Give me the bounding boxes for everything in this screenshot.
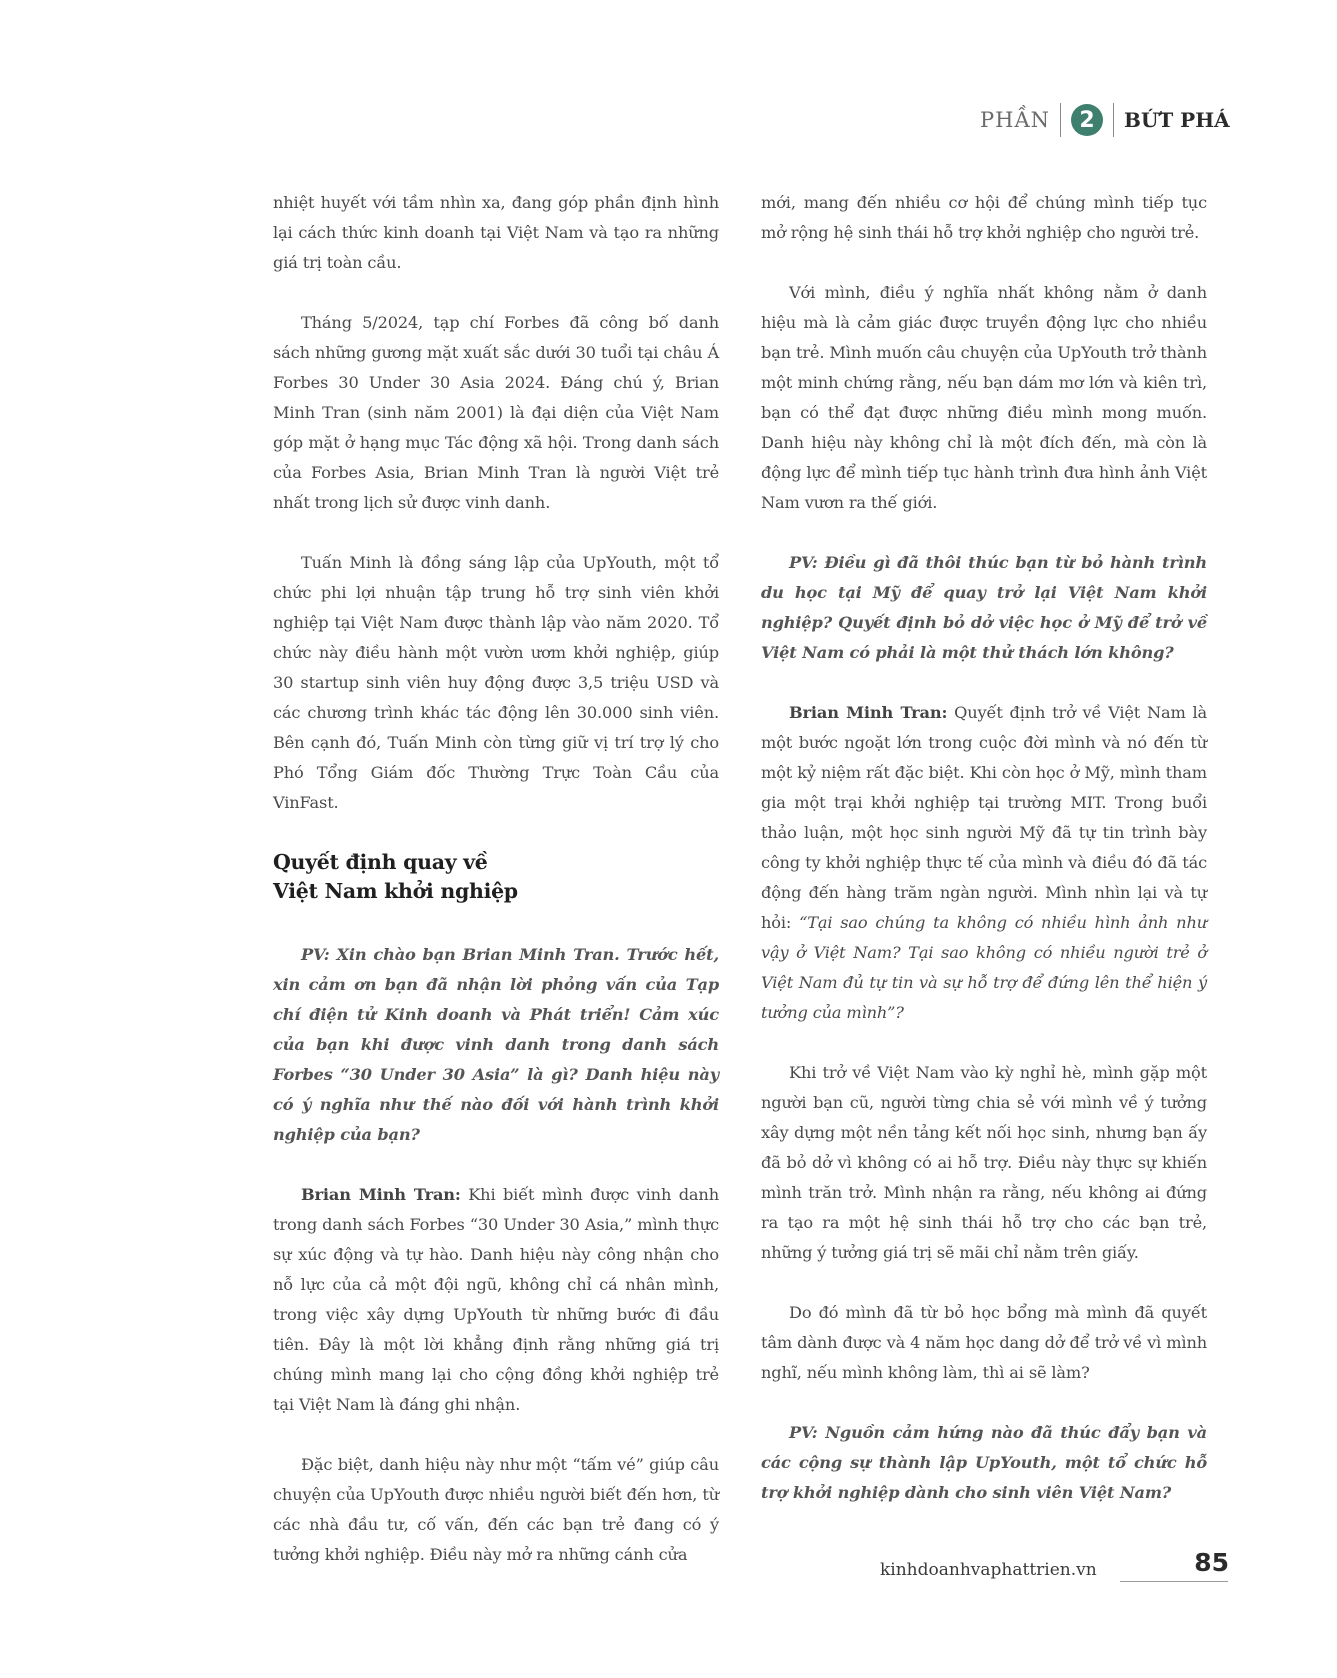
heading-line: Quyết định quay về	[273, 850, 488, 874]
heading-line: Việt Nam khởi nghiệp	[273, 879, 518, 903]
interviewer-question: PV: Nguồn cảm hứng nào đã thúc đẩy bạn và các cộng sự thành lập UpYouth, một tổ chức hỗ trợ khởi nghiệp dành cho sinh viên Việt Nam?	[761, 1423, 1207, 1502]
answer-text: Quyết định trở về Việt Nam là một bước ngoặt lớn trong cuộc đời mình và nó đến từ một kỷ niệm rất đặc biệt. Khi còn học ở Mỹ, mình tham gia một trại khởi nghiệp tại trường MIT. Trong buổi thảo luận, một học sinh người Mỹ đã tự tin trình bày công ty khởi nghiệp thực tế của mình và điều đó đã tác động đến hàng trăm ngàn người. Mình nhìn lại và tự hỏi:	[761, 703, 1208, 932]
paragraph: mới, mang đến nhiều cơ hội để chúng mình tiếp tục mở rộng hệ sinh thái hỗ trợ khởi nghiệp cho người trẻ.	[761, 193, 1207, 242]
paragraph: Tuấn Minh là đồng sáng lập của UpYouth, một tổ chức phi lợi nhuận tập trung hỗ trợ sinh viên khởi nghiệp tại Việt Nam được thành lập vào năm 2020. Tổ chức này điều hành một vườn ươm khởi nghiệp, giúp 30 startup sinh viên huy động được 3,5 triệu USD và các chương trình khác tác động lên 30.000 sinh viên. Bên cạnh đó, Tuấn Minh còn từng giữ vị trí trợ lý cho Phó Tổng Giám đốc Thường Trực Toàn Cầu của VinFast.	[273, 553, 719, 812]
footer-rule	[1120, 1581, 1228, 1582]
paragraph: nhiệt huyết với tầm nhìn xa, đang góp phần định hình lại cách thức kinh doanh tại Việt Nam và tạo ra những giá trị toàn cầu.	[273, 193, 719, 272]
running-header	[980, 100, 1230, 140]
section-title: BỨT PHÁ	[1123, 108, 1230, 132]
paragraph: Khi trở về Việt Nam vào kỳ nghỉ hè, mình gặp một người bạn cũ, người từng chia sẻ với mình về ý tưởng xây dựng một nền tảng kết nối học sinh, nhưng bạn ấy đã bỏ dở vì không có ai hỗ trợ. Điều này thực sự khiến mình trăn trở. Mình nhận ra rằng, nếu không ai đứng ra tạo ra một hệ sinh thái hỗ trợ cho các bạn trẻ, những ý tưởng giá trị sẽ mãi chỉ nằm trên giấy.	[761, 1063, 1207, 1262]
left-column	[273, 188, 719, 1600]
page-footer	[880, 1548, 1229, 1588]
header-divider	[1113, 103, 1114, 137]
part-number-badge: 2	[1071, 104, 1103, 136]
interviewer-question: PV: Điều gì đã thôi thúc bạn từ bỏ hành trình du học tại Mỹ để quay trở lại Việt Nam khởi nghiệp? Quyết định bỏ dở việc học ở Mỹ để trở về Việt Nam có phải là một thử thách lớn không?	[761, 553, 1207, 662]
right-column	[761, 188, 1207, 1538]
interviewer-question: PV: Xin chào bạn Brian Minh Tran. Trước hết, xin cảm ơn bạn đã nhận lời phỏng vấn của Tạp chí điện tử Kinh doanh và Phát triển! Cảm xúc của bạn khi được vinh danh trong danh sách Forbes “30 Under 30 Asia” là gì? Danh hiệu này có ý nghĩa như thế nào đối với hành trình khởi nghiệp của bạn?	[273, 945, 719, 1144]
speaker-name: Brian Minh Tran:	[301, 1185, 461, 1204]
header-divider	[1060, 103, 1061, 137]
answer-text: Khi biết mình được vinh danh trong danh sách Forbes “30 Under 30 Asia,” mình thực sự xúc động và tự hào. Danh hiệu này công nhận cho nỗ lực của cả một đội ngũ, không chỉ cá nhân mình, trong việc xây dựng UpYouth từ những bước đi đầu tiên. Đây là một lời khẳng định rằng những giá trị chúng mình mang lại cho cộng đồng khởi nghiệp trẻ tại Việt Nam là đáng ghi nhận.	[273, 1185, 719, 1414]
interviewee-answer	[761, 698, 1207, 1028]
page-number: 85	[1194, 1548, 1229, 1577]
speaker-name: Brian Minh Tran:	[789, 703, 948, 722]
answer-quote: “Tại sao chúng ta không có nhiều hình ảnh như vậy ở Việt Nam? Tại sao không có nhiều người trẻ ở Việt Nam đủ tự tin và sự hỗ trợ để đứng lên thể hiện ý tưởng của mình”?	[761, 913, 1208, 1022]
paragraph: Do đó mình đã từ bỏ học bổng mà mình đã quyết tâm dành được và 4 năm học dang dở để trở về vì mình nghĩ, nếu mình không làm, thì ai sẽ làm?	[761, 1303, 1207, 1382]
part-label: PHẦN	[980, 108, 1050, 132]
paragraph: Với mình, điều ý nghĩa nhất không nằm ở danh hiệu mà là cảm giác được truyền động lực cho nhiều bạn trẻ. Mình muốn câu chuyện của UpYouth trở thành một minh chứng rằng, nếu bạn dám mơ lớn và kiên trì, bạn có thể đạt được những điều mình mong muốn. Danh hiệu này không chỉ là một đích đến, mà còn là động lực để mình tiếp tục hành trình đưa hình ảnh Việt Nam vươn ra thế giới.	[761, 283, 1207, 512]
paragraph: Đặc biệt, danh hiệu này như một “tấm vé” giúp câu chuyện của UpYouth được nhiều người biết đến hơn, từ các nhà đầu tư, cố vấn, đến các bạn trẻ đang có ý tưởng khởi nghiệp. Điều này mở ra những cánh cửa	[273, 1455, 719, 1564]
website-url: kinhdoanhvaphattrien.vn	[880, 1560, 1097, 1580]
interviewee-answer	[273, 1180, 719, 1420]
paragraph: Tháng 5/2024, tạp chí Forbes đã công bố danh sách những gương mặt xuất sắc dưới 30 tuổi tại châu Á Forbes 30 Under 30 Asia 2024. Đáng chú ý, Brian Minh Tran (sinh năm 2001) là đại diện của Việt Nam góp mặt ở hạng mục Tác động xã hội. Trong danh sách của Forbes Asia, Brian Minh Tran là người Việt trẻ nhất trong lịch sử được vinh danh.	[273, 313, 719, 512]
section-heading	[273, 848, 719, 906]
